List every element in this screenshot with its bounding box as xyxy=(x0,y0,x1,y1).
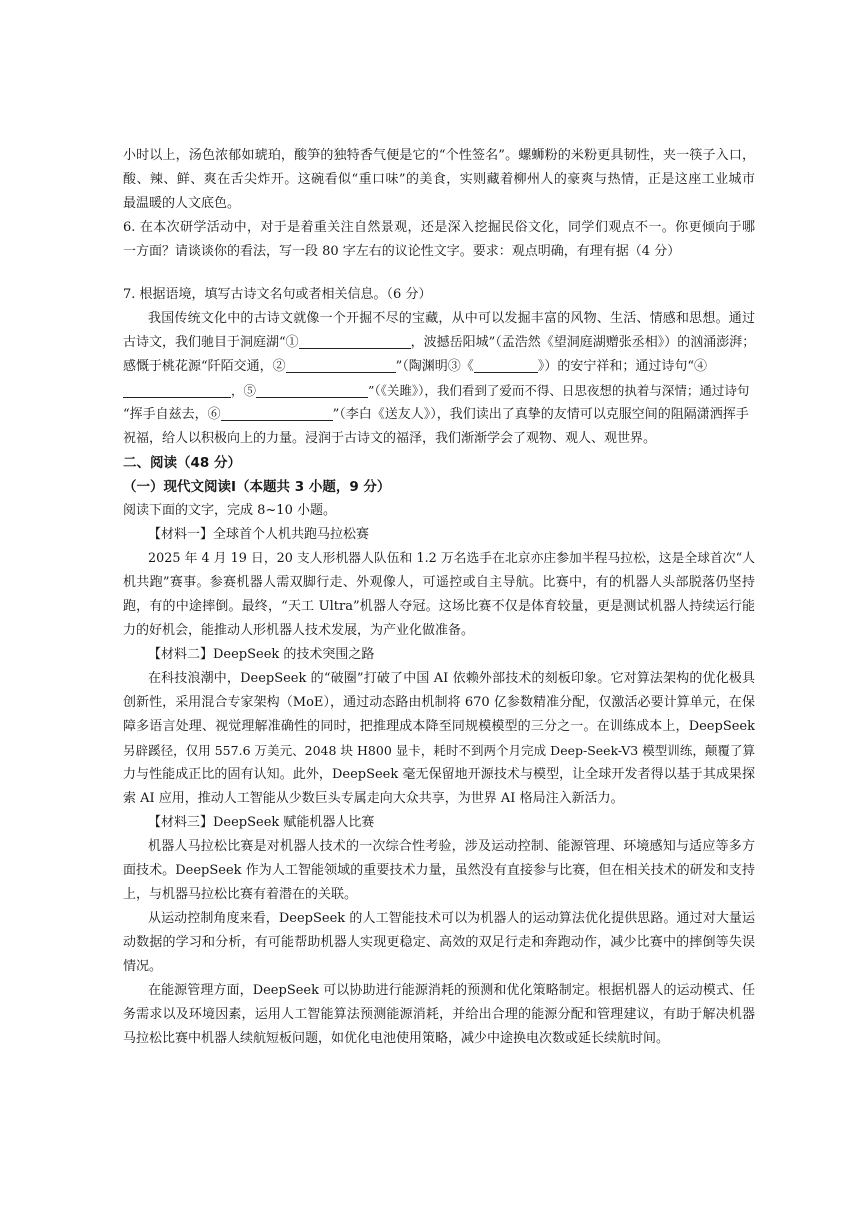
section-title: 二、阅读（48 分） xyxy=(123,455,241,471)
answer-blank-6[interactable] xyxy=(221,405,333,421)
question-6-line: 一方面？请谈谈你的看法，写一段 80 字左右的议论性文字。要求：观点明确，有理有据（4 分） xyxy=(123,244,681,259)
text-line: 酸、辣、鲜、爽在舌尖炸开。这碗看似“重口味”的美食，实则藏着柳州人的豪爽与热情，正是这座工业城市 xyxy=(123,172,755,187)
material-3-title: 【材料三】DeepSeek 赋能机器人比赛 xyxy=(148,815,375,830)
text-segment: ，波撼岳阳城”（孟浩然《望洞庭湖赠张丞相》）的汹涌澎湃； xyxy=(410,335,755,350)
answer-blank-1[interactable] xyxy=(299,333,411,349)
material-2-line: 索 AI 应用，推动人工智能从少数巨头专属走向大众共享，为世界 AI 格局注入新活力。 xyxy=(123,791,624,806)
answer-blank-2[interactable] xyxy=(286,357,396,373)
material-2-line: 创新性，采用混合专家架构（MoE），通过动态路由机制将 670 亿参数精准分配，仅激活必要计算单元，在保 xyxy=(123,695,755,710)
material-3-line: 机器人马拉松比赛是对机器人技术的一次综合性考验，涉及运动控制、能源管理、环境感知与适应等多方 xyxy=(148,839,755,854)
question-7-line xyxy=(123,355,755,379)
section-instruction: 阅读下面的文字，完成 8~10 小题。 xyxy=(123,503,336,518)
question-7-title: 7. 根据语境，填写古诗文名句或者相关信息。（6 分） xyxy=(123,287,432,302)
text-segment: “挥手自兹去，⑥ xyxy=(123,407,221,422)
material-2-line: 另辟蹊径，仅用 557.6 万美元、2048 块 H800 显卡，耗时不到两个月完成 Deep-Seek-V3 模型训练，颠覆了算 xyxy=(123,743,755,758)
material-2-line: 在科技浪潮中，DeepSeek 的“破圈”打破了中国 AI 依赖外部技术的刻板印象。它对算法架构的优化极具 xyxy=(148,671,755,686)
section-subtitle: （一）现代文阅读Ⅰ（本题共 3 小题，9 分） xyxy=(123,479,391,495)
material-1-title: 【材料一】全球首个人机共跑马拉松赛 xyxy=(148,527,370,542)
text-segment: 感慨于桃花源“阡陌交通，② xyxy=(123,359,286,374)
page-content xyxy=(123,144,755,1051)
text-line: 最温暖的人文底色。 xyxy=(123,196,241,211)
material-1-line: 机共跑”赛事。参赛机器人需双脚行走、外观像人，可遥控或自主导航。比赛中，有的机器人头部脱落仍坚持 xyxy=(123,575,755,590)
question-7-line xyxy=(123,379,755,403)
question-7-line: 祝福，给人以积极向上的力量。浸润于古诗文的福泽，我们渐渐学会了观物、观人、观世界。 xyxy=(123,431,657,446)
material-3-line: 务需求以及环境因素，运用人工智能算法预测能源消耗，并给出合理的能源分配和管理建议，有助于解决机器 xyxy=(123,1007,755,1022)
material-3-line: 马拉松比赛中机器人续航短板问题，如优化电池使用策略，减少中途换电次数或延长续航时间。 xyxy=(123,1031,670,1046)
material-3-line: 情况。 xyxy=(123,959,163,974)
material-2-line: 力与性能成正比的固有认知。此外，DeepSeek 毫无保留地开源技术与模型，让全球开发者得以基于其成果探 xyxy=(123,767,755,782)
text-segment: ”（李白《送友人》），我们读出了真挚的友情可以克服空间的阻隔潇洒挥手 xyxy=(332,407,749,422)
text-segment: ，⑤ xyxy=(231,383,257,398)
answer-blank-3[interactable] xyxy=(474,357,538,373)
material-3-line: 面技术。DeepSeek 作为人工智能领域的重要技术力量，虽然没有直接参与比赛，但在相关技术的研发和支持 xyxy=(123,863,755,878)
text-segment: 》）的安宁祥和；通过诗句“④ xyxy=(537,359,707,374)
question-7-line xyxy=(123,331,755,355)
text-line: 小时以上，汤色浓郁如琥珀，酸笋的独特香气便是它的“个性签名”。螺蛳粉的米粉更具韧性，夹一筷子入口， xyxy=(123,148,755,163)
material-2-line: 障多语言处理、视觉理解准确性的同时，把推理成本降至同规模模型的三分之一。在训练成本上，DeepSeek xyxy=(123,719,755,734)
material-3-line: 在能源管理方面，DeepSeek 可以协助进行能源消耗的预测和优化策略制定。根据机器人的运动模式、任 xyxy=(148,983,755,998)
text-segment: 古诗文，我们驰目于洞庭湖“① xyxy=(123,335,299,350)
material-1-line: 跑，有的中途摔倒。最终，“天工 Ultra”机器人夺冠。这场比赛不仅是体育较量，更是测试机器人持续运行能 xyxy=(123,599,755,614)
material-1-line: 2025 年 4 月 19 日，20 支人形机器人队伍和 1.2 万名选手在北京亦庄参加半程马拉松，这是全球首次“人 xyxy=(148,551,755,566)
material-1-line: 力的好机会，能推动人形机器人技术发展，为产业化做准备。 xyxy=(123,623,475,638)
question-7-line: 我国传统文化中的古诗文就像一个开掘不尽的宝藏，从中可以发掘丰富的风物、生活、情感和思想。通过 xyxy=(148,311,755,326)
text-segment: ”（《关雎》），我们看到了爱而不得、日思夜想的执着与深情；通过诗句 xyxy=(368,383,750,398)
answer-blank-5[interactable] xyxy=(256,382,368,398)
material-2-title: 【材料二】DeepSeek 的技术突围之路 xyxy=(148,647,375,662)
material-3-line: 动数据的学习和分析，有可能帮助机器人实现更稳定、高效的双足行走和奔跑动作，减少比赛中的摔倒等失误 xyxy=(123,935,755,950)
question-6-line: 6. 在本次研学活动中，对于是着重关注自然景观，还是深入挖掘民俗文化，同学们观点不一。你更倾向于哪 xyxy=(123,220,755,235)
material-3-line: 从运动控制角度来看，DeepSeek 的人工智能技术可以为机器人的运动算法优化提供思路。通过对大量运 xyxy=(148,911,755,926)
material-3-line: 上，与机器马拉松比赛有着潜在的关联。 xyxy=(123,887,358,902)
text-segment: ”（陶渊明③《 xyxy=(395,359,474,374)
answer-blank-4[interactable] xyxy=(123,382,231,398)
question-7-line xyxy=(123,403,755,427)
